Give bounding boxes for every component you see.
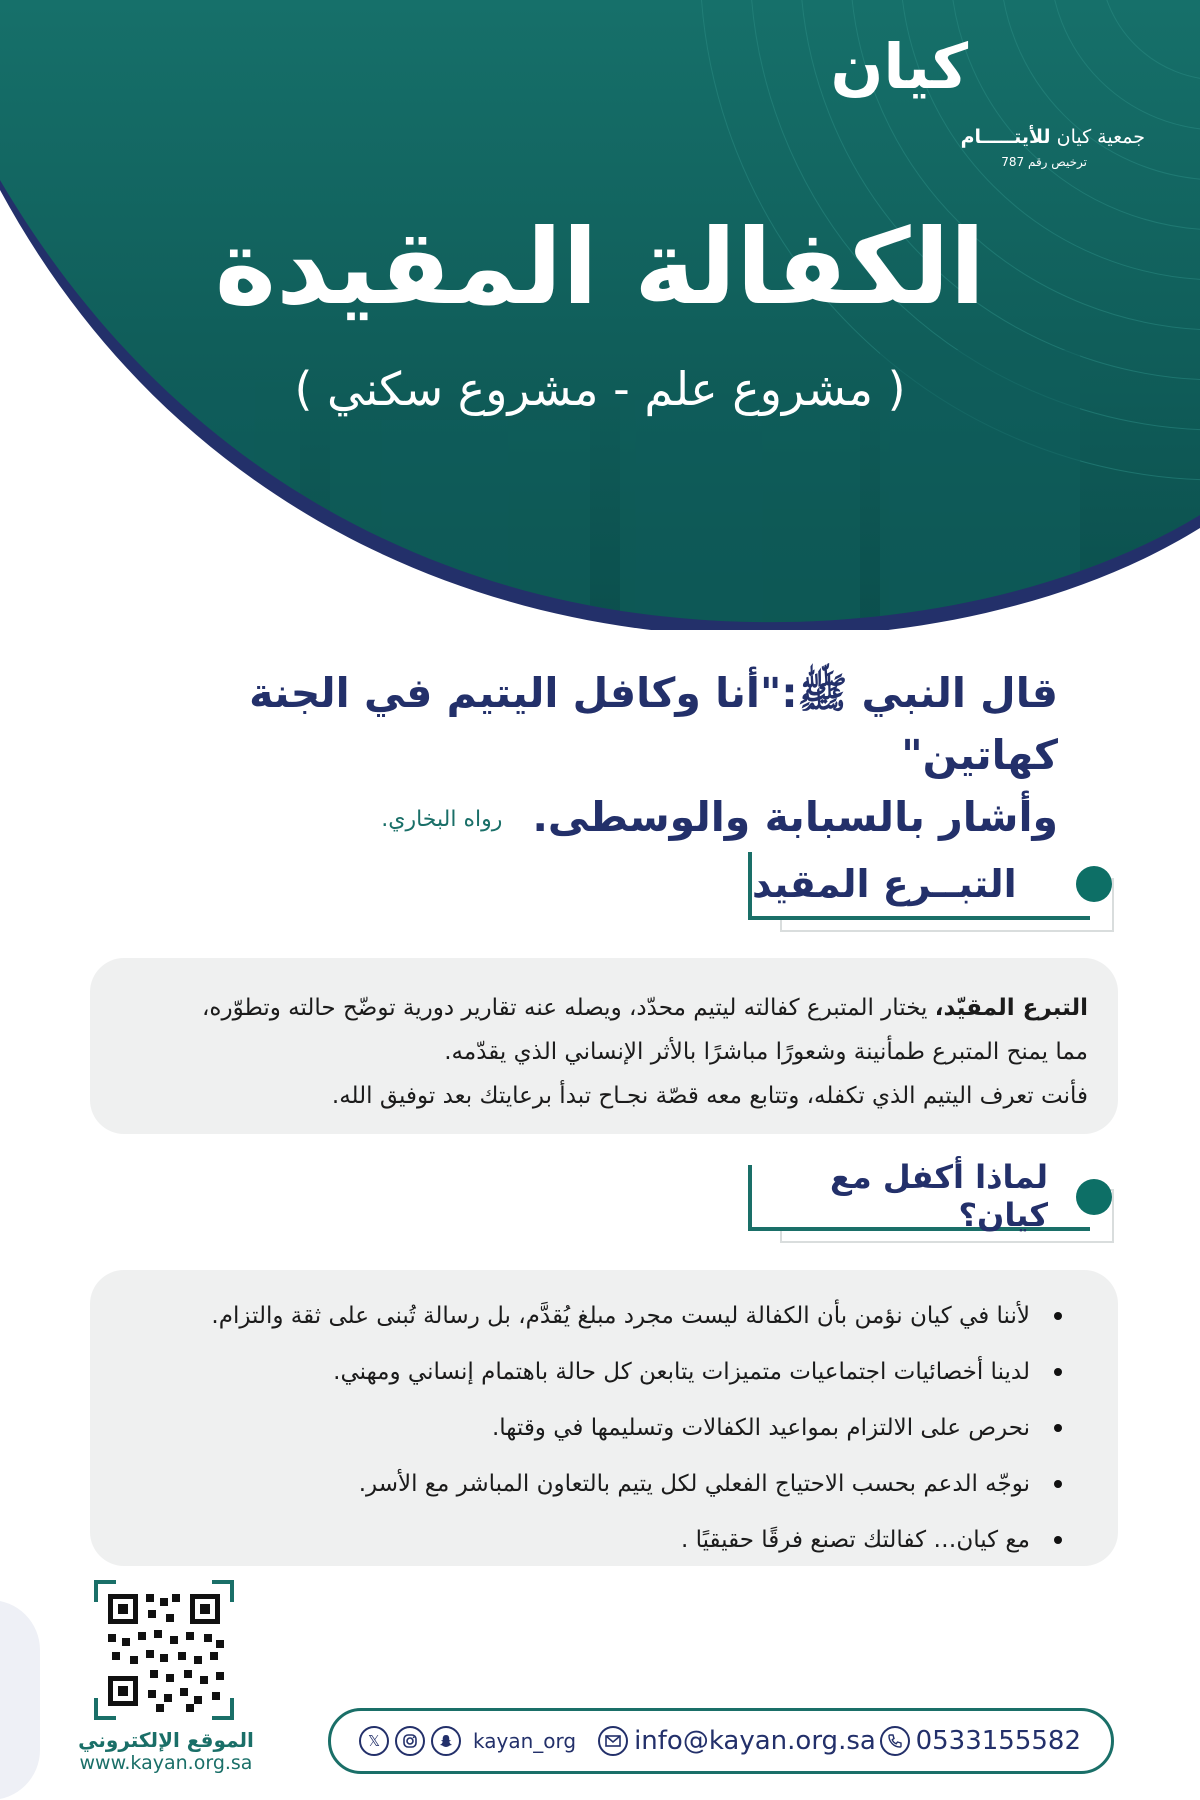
email-address: info@kayan.org.sa: [634, 1726, 876, 1756]
email-contact[interactable]: [598, 1726, 876, 1756]
list-item: لدينا أخصائيات اجتماعيات متميزات يتابعن كل حالة باهتمام إنساني ومهني.: [110, 1344, 1066, 1400]
website-caption: [76, 1728, 256, 1774]
quote-line-2: وأشار بالسبابة والوسطى.: [532, 793, 1058, 841]
phone-contact[interactable]: [880, 1726, 1081, 1756]
mail-icon: [598, 1726, 628, 1756]
org-name-prefix: جمعية كيان: [1056, 126, 1145, 148]
heading-box: [748, 1158, 1090, 1234]
section-heading-why-kayan: [748, 1158, 1118, 1245]
hadith-quote: [98, 662, 1058, 851]
snapchat-icon[interactable]: [431, 1726, 461, 1756]
restricted-donation-panel: [90, 958, 1118, 1134]
instagram-icon[interactable]: [395, 1726, 425, 1756]
phone-icon: [880, 1726, 910, 1756]
list-item: نوجّه الدعم بحسب الاحتياج الفعلي لكل يتيم بالتعاون المباشر مع الأسر.: [110, 1456, 1066, 1512]
section1-line-2: مما يمنح المتبرع طمأنينة وشعورًا مباشرًا بالأثر الإنساني الذي يقدّمه.: [444, 1039, 1088, 1065]
section-heading-restricted-donation: [748, 852, 1118, 932]
contact-bar: [328, 1708, 1114, 1774]
quote-line-2-wrap: [98, 786, 1058, 851]
heading-box: [748, 852, 1090, 920]
section2-heading: لماذا أكفل مع كيان؟: [830, 1158, 1048, 1234]
section1-line-3: فأنت تعرف اليتيم الذي تكفله، وتتابع معه قصّة نجـاح تبدأ برعايتك بعد توفيق الله.: [331, 1083, 1088, 1109]
org-name-suffix: للأيتـــــام: [960, 126, 1051, 148]
page-title: الكفالة المقيدة: [214, 206, 986, 328]
logo: [830, 30, 968, 103]
section1-heading: التبــرع المقيد: [752, 862, 1017, 906]
x-icon[interactable]: 𝕏: [359, 1726, 389, 1756]
heading-bullet-dot: [1076, 866, 1112, 902]
heading-bullet-dot: [1076, 1179, 1112, 1215]
list-item: مع كيان… كفالتك تصنع فرقًا حقيقيًا .: [110, 1512, 1066, 1568]
decorative-shape: [0, 1600, 40, 1800]
social-links: [359, 1726, 576, 1756]
quote-line-1: قال النبي ﷺ:"أنا وكافل اليتيم في الجنة كهاتين": [249, 669, 1058, 779]
hero-banner: [0, 0, 1200, 630]
section1-line-1-text: يختار المتبرع كفالته ليتيم محدّد، ويصله عنه تقارير دورية توضّح حالته وتطوّره،: [202, 995, 935, 1021]
website-label: الموقع الإلكتروني: [78, 1728, 254, 1752]
qr-code[interactable]: [94, 1580, 234, 1720]
social-handle[interactable]: kayan_org: [473, 1729, 577, 1753]
page-subtitle: ( مشروع علم - مشروع سكني ): [294, 362, 906, 416]
section1-lead: التبرع المقيّد،: [934, 995, 1088, 1021]
list-item: لأننا في كيان نؤمن بأن الكفالة ليست مجرد مبلغ يُقدَّم، بل رسالة تُبنى على ثقة والتزام.: [110, 1288, 1066, 1344]
org-name: [961, 126, 1145, 148]
why-kayan-panel: [90, 1270, 1118, 1566]
list-item: نحرص على الالتزام بمواعيد الكفالات وتسليمها في وقتها.: [110, 1400, 1066, 1456]
phone-number: 0533155582: [915, 1726, 1081, 1756]
qr-code-graphic: [94, 1580, 234, 1720]
license-number: ترخيص رقم 787: [1001, 155, 1087, 169]
website-url[interactable]: www.kayan.org.sa: [79, 1752, 253, 1774]
quote-reference: رواه البخاري.: [381, 807, 503, 832]
section1-line-1: [112, 986, 1088, 1030]
logo-wordmark: كيان: [830, 30, 968, 103]
